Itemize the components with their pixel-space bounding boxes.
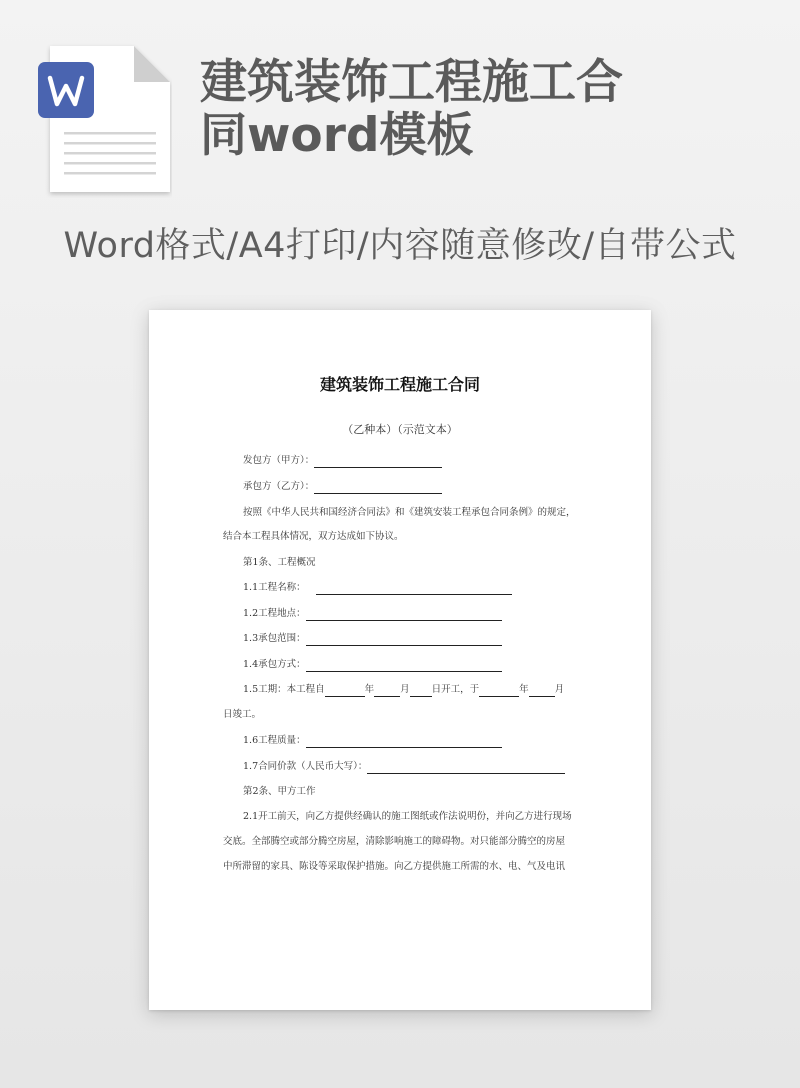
item-1-5-end: 日竣工。 — [223, 709, 262, 720]
start-month-blank[interactable] — [374, 686, 400, 697]
party-a-line — [243, 454, 442, 468]
item-1-3-blank[interactable] — [306, 635, 502, 646]
start-work-label: 日开工，于 — [431, 684, 480, 695]
party-a-blank[interactable] — [314, 457, 442, 468]
item-1-5 — [243, 683, 564, 697]
intro-line-1: 按照《中华人民共和国经济合同法》和《建筑安装工程承包合同条例》的规定， — [243, 507, 576, 518]
item-2-1-line-3: 中所滞留的家具、陈设等采取保护措施。向乙方提供施工所需的水、电、气及电讯 — [223, 861, 566, 872]
document-page — [149, 310, 651, 1010]
party-b-label: 承包方（乙方）： — [243, 481, 315, 492]
start-year-blank[interactable] — [325, 686, 365, 697]
item-1-3 — [243, 632, 502, 646]
year-label-1: 年 — [364, 684, 375, 695]
end-year-blank[interactable] — [479, 686, 519, 697]
item-1-4 — [243, 658, 502, 672]
item-1-4-blank[interactable] — [306, 661, 502, 672]
item-2-1-line-2: 交底。全部腾空或部分腾空房屋，清除影响施工的障碍物。对只能部分腾空的房屋 — [223, 836, 566, 847]
item-1-1-blank[interactable] — [316, 584, 512, 595]
party-a-label: 发包方（甲方）： — [243, 455, 315, 466]
item-1-7-label: 1.7合同价款（人民币大写）： — [243, 761, 368, 772]
item-1-2 — [243, 607, 502, 621]
item-1-6 — [243, 734, 502, 748]
document-subtitle: （乙种本）（示范文本） — [342, 423, 458, 436]
item-1-6-blank[interactable] — [306, 737, 502, 748]
month-label-1: 月 — [400, 684, 410, 695]
party-b-blank[interactable] — [314, 483, 442, 494]
header-subtitle: Word格式/A4打印/内容随意修改/自带公式 — [63, 226, 737, 266]
year-label-2: 年 — [519, 684, 529, 695]
item-1-5-label: 1.5工期：本工程自 — [243, 684, 325, 695]
item-1-1-label: 1.1工程名称： — [243, 582, 306, 593]
item-1-1 — [243, 581, 512, 595]
item-1-3-label: 1.3承包范围： — [243, 633, 306, 644]
item-1-7-blank[interactable] — [367, 763, 565, 774]
start-day-blank[interactable] — [410, 686, 432, 697]
item-1-2-label: 1.2工程地点： — [243, 608, 306, 619]
word-file-icon — [38, 42, 172, 198]
article-1-heading: 第1条、工程概况 — [243, 557, 316, 568]
header-title-line1: 建筑装饰工程施工合 — [200, 55, 623, 110]
item-2-1-line-1: 2.1开工前天，向乙方提供经确认的施工图纸或作法说明份，并向乙方进行现场 — [243, 811, 572, 822]
item-1-7 — [243, 760, 565, 774]
header-title-line2: 同word模板 — [200, 108, 474, 163]
header-title — [200, 56, 760, 162]
document-title: 建筑装饰工程施工合同 — [319, 375, 480, 394]
intro-line-2: 结合本工程具体情况，双方达成如下协议。 — [223, 531, 404, 542]
month-label-2: 月 — [554, 684, 565, 695]
party-b-line — [243, 480, 442, 494]
item-1-2-blank[interactable] — [306, 610, 502, 621]
end-month-blank[interactable] — [529, 686, 555, 697]
item-1-6-label: 1.6工程质量： — [243, 735, 306, 746]
article-2-heading: 第2条、甲方工作 — [243, 786, 316, 797]
item-1-4-label: 1.4承包方式： — [243, 659, 306, 670]
